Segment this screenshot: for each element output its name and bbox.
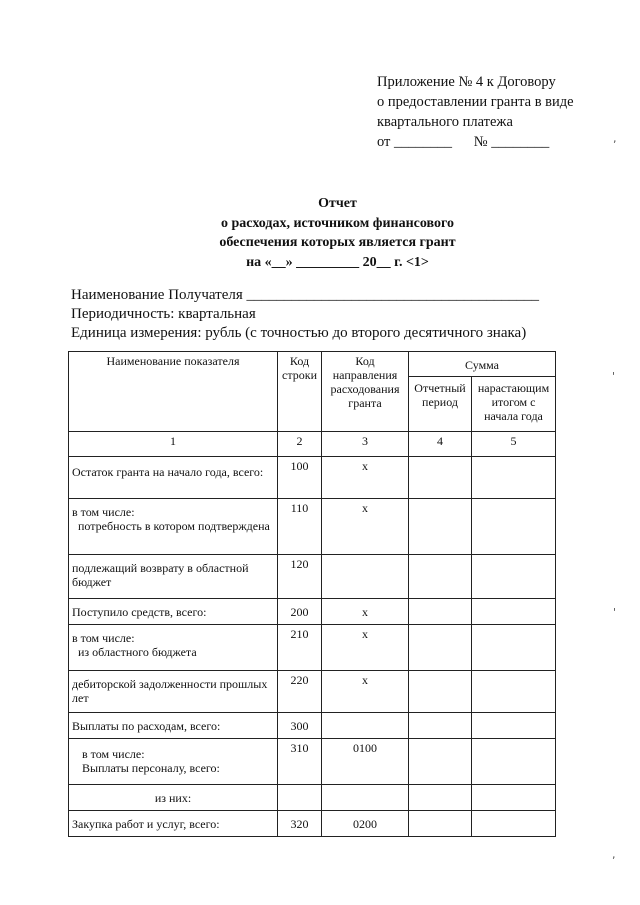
row-direction-code: x: [322, 457, 409, 499]
row-line-code: [278, 785, 322, 811]
title-line-3: обеспечения которых является грант: [219, 235, 456, 250]
row-name: Выплаты по расходам, всего:: [69, 713, 278, 739]
row-direction-code: [322, 555, 409, 599]
periodicity-text: Периодичность: квартальная: [71, 306, 256, 322]
table-row: [69, 457, 556, 499]
row-name: в том числе: потребность в котором подтверждена: [69, 499, 278, 555]
scan-mark: ,: [613, 132, 617, 145]
table-row: [69, 555, 556, 599]
row-name: дебиторской задолженности прошлых лет: [69, 671, 278, 713]
row-period-value[interactable]: [409, 599, 472, 625]
table-row: [69, 785, 556, 811]
row-line-code: 110: [278, 499, 322, 555]
report-title: [160, 194, 515, 272]
unit-text: Единица измерения: рубль (с точностью до второго десятичного знака): [71, 325, 527, 341]
row-period-value[interactable]: [409, 739, 472, 785]
row-line-code: 100: [278, 457, 322, 499]
row-cumulative-value[interactable]: [472, 739, 556, 785]
row-direction-code: [322, 785, 409, 811]
table-row: [69, 599, 556, 625]
row-period-value[interactable]: [409, 671, 472, 713]
row-direction-code: x: [322, 625, 409, 671]
row-line-code: 220: [278, 671, 322, 713]
row-line-code: 310: [278, 739, 322, 785]
row-direction-code: [322, 713, 409, 739]
row-name: в том числе: Выплаты персоналу, всего:: [69, 739, 278, 785]
appendix-line-2: о предоставлении гранта в виде: [377, 94, 574, 110]
row-cumulative-value[interactable]: [472, 811, 556, 837]
row-name: Поступило средств, всего:: [69, 599, 278, 625]
header-cumulative: нарастающим итогом с начала года: [472, 377, 556, 432]
row-name: из них:: [69, 785, 278, 811]
row-cumulative-value[interactable]: [472, 457, 556, 499]
col-number: 4: [409, 432, 472, 457]
row-line-code: 300: [278, 713, 322, 739]
table-row: [69, 739, 556, 785]
row-cumulative-value[interactable]: [472, 555, 556, 599]
row-direction-code: x: [322, 499, 409, 555]
title-line-2: о расходах, источником финансового: [221, 215, 454, 231]
appendix-line-4: от ________ № ________: [377, 134, 550, 150]
table-row: [69, 625, 556, 671]
report-table: [68, 351, 556, 837]
row-name: подлежащий возврату в областной бюджет: [69, 555, 278, 599]
row-line-code: 200: [278, 599, 322, 625]
header-direction-code: Код направления расходования гранта: [322, 352, 409, 432]
row-direction-code: 0200: [322, 811, 409, 837]
row-period-value[interactable]: [409, 785, 472, 811]
row-cumulative-value[interactable]: [472, 499, 556, 555]
col-number: 3: [322, 432, 409, 457]
table-row: [69, 671, 556, 713]
row-period-value[interactable]: [409, 625, 472, 671]
recipient-field: Наименование Получателя _______________________________________: [71, 287, 539, 303]
row-period-value[interactable]: [409, 499, 472, 555]
appendix-header: [377, 72, 627, 152]
row-cumulative-value[interactable]: [472, 671, 556, 713]
row-line-code: 210: [278, 625, 322, 671]
row-direction-code: x: [322, 671, 409, 713]
table-row: [69, 713, 556, 739]
scan-mark: ': [613, 606, 617, 619]
row-cumulative-value[interactable]: [472, 625, 556, 671]
col-number: 5: [472, 432, 556, 457]
header-sum: Сумма: [409, 352, 556, 377]
col-number: 2: [278, 432, 322, 457]
appendix-line-3: квартального платежа: [377, 114, 513, 130]
title-line-1: Отчет: [318, 196, 357, 211]
row-direction-code: x: [322, 599, 409, 625]
row-cumulative-value[interactable]: [472, 713, 556, 739]
row-line-code: 120: [278, 555, 322, 599]
column-numbers-row: [69, 432, 556, 457]
row-direction-code: 0100: [322, 739, 409, 785]
row-period-value[interactable]: [409, 555, 472, 599]
scan-mark: ,: [612, 848, 616, 861]
row-cumulative-value[interactable]: [472, 785, 556, 811]
table-row: [69, 811, 556, 837]
scan-mark: ': [612, 370, 616, 383]
header-period: Отчетный период: [409, 377, 472, 432]
row-period-value[interactable]: [409, 713, 472, 739]
row-name: в том числе: из областного бюджета: [69, 625, 278, 671]
row-line-code: 320: [278, 811, 322, 837]
row-name: Остаток гранта на начало года, всего:: [69, 457, 278, 499]
report-meta: [71, 286, 631, 343]
row-name: Закупка работ и услуг, всего:: [69, 811, 278, 837]
row-cumulative-value[interactable]: [472, 599, 556, 625]
table-row: [69, 499, 556, 555]
appendix-line-1: Приложение № 4 к Договору: [377, 74, 556, 90]
row-period-value[interactable]: [409, 457, 472, 499]
row-period-value[interactable]: [409, 811, 472, 837]
header-name: Наименование показателя: [69, 352, 278, 432]
header-line-code: Код строки: [278, 352, 322, 432]
col-number: 1: [69, 432, 278, 457]
title-line-4: на «__» _________ 20__ г. <1>: [246, 254, 429, 270]
